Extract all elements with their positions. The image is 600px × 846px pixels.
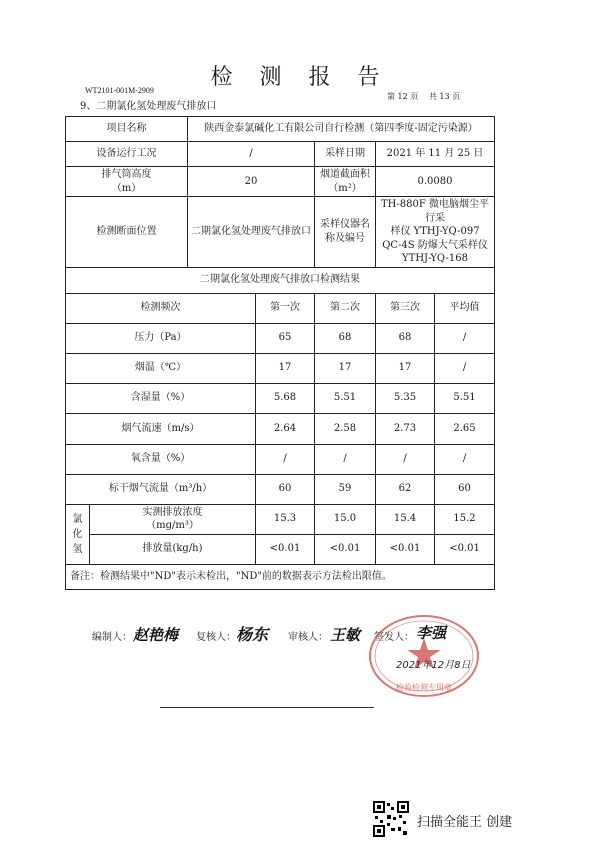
project-label: 项目名称 [66,117,188,142]
cell-value: 60 [256,474,315,504]
auditor-signature: 王敏 [330,626,361,644]
col-item-header: 检测频次 [66,293,256,323]
cell-value: 2.73 [376,413,435,444]
compiler-label: 编制人： [92,632,132,643]
section-heading: 9、二期氯化氢处理废气排放口 [80,101,217,112]
auditor-label: 审核人： [288,632,328,643]
cell-value: / [315,444,376,474]
project-row [66,117,495,142]
instrument-line-2: 样仪 YTHJ-YQ-097 [390,226,480,237]
page-info [387,91,468,102]
row-label: 含湿量（%） [66,383,256,413]
row-label: 烟气流速（m/s） [66,413,256,444]
hcl-group-text: 氯化氢 [72,513,83,555]
cell-value: 59 [315,474,376,504]
stack-height-value: 20 [188,167,315,197]
cell-average: 2.65 [435,413,495,444]
col-1-header: 第一次 [256,293,315,323]
col-avg-header: 平均值 [435,293,495,323]
cell-value: 62 [376,474,435,504]
cell-value: 2.64 [256,413,315,444]
equipment-label: 设备运行工况 [66,142,188,167]
cell-value: 17 [315,353,376,383]
cell-value: 17 [376,353,435,383]
reviewer-signature: 杨东 [236,625,269,644]
cell-value: 2.58 [315,413,376,444]
position-value: 二期氯化氢处理废气排放口 [188,197,315,268]
table-row [66,444,495,474]
col-2-header: 第二次 [315,293,376,323]
table-row [66,474,495,504]
row-label: 烟温（℃） [66,353,256,383]
hcl-rate-row [66,534,495,564]
cell-value: 17 [256,353,315,383]
row-label: 氧含量（%） [66,444,256,474]
col-3-header: 第三次 [376,293,435,323]
cell-average: <0.01 [435,534,495,564]
stack-height-label [66,167,188,197]
note-row [66,564,495,589]
cell-average: 15.2 [435,504,495,534]
project-value: 陕西金泰氯碱化工有限公司自行检测（第四季度-固定污染源） [188,117,495,142]
position-row [66,197,495,268]
cell-value: / [256,444,315,474]
hcl-conc-label [90,504,256,534]
table-row [66,353,495,383]
cell-average: 60 [435,474,495,504]
stamp-label: 检验检测专用章 [396,683,452,692]
row-label: 标干烟气流量（m³/h） [66,474,256,504]
cell-value: <0.01 [315,534,376,564]
section-area-value: 0.0080 [376,167,495,197]
equipment-value: / [188,142,315,167]
issuer-label: 签发人： [374,632,414,643]
cell-value: 15.3 [256,504,315,534]
instrument-line-1: TH-880F 微电脑烟尘平行采 [381,199,489,224]
cell-value: 68 [376,323,435,353]
results-header-row [66,293,495,323]
qr-code-icon [373,801,409,837]
cell-value: <0.01 [256,534,315,564]
hcl-conc-row [66,504,495,534]
hcl-conc-label-line2: （mg/m³） [146,520,199,531]
instrument-line-3: QC-4S 防爆大气采样仪 [382,239,488,251]
results-caption: 二期氯化氢处理废气排放口检测结果 [66,267,495,293]
issuer-signature: 李强 [416,624,447,642]
scanner-watermark: 扫描全能王 创建 [417,815,513,830]
section-area-label: 烟道截面积（m²） [315,167,376,197]
cell-average: / [435,353,495,383]
hcl-group-label [66,504,90,564]
sampling-date-label: 采样日期 [315,142,376,167]
results-caption-row [66,267,495,293]
equipment-row [66,142,495,167]
cell-average: / [435,444,495,474]
page-current: 第 12 页 [387,92,419,101]
cell-average: 5.51 [435,383,495,413]
cell-value: <0.01 [376,534,435,564]
sampling-date-value: 2021 年 11 月 25 日 [376,142,495,167]
cell-value: 68 [315,323,376,353]
row-label: 压力（Pa） [66,323,256,353]
stack-height-unit: （m） [111,182,142,194]
hcl-rate-label: 排放量(kg/h) [90,534,256,564]
divider-line [160,707,374,708]
cell-average: / [435,323,495,353]
table-row [66,383,495,413]
report-title: 检 测 报 告 [210,65,390,90]
table-row [66,323,495,353]
instrument-line-4: YTHJ-YQ-168 [402,253,468,264]
compiler-signature: 赵艳梅 [133,626,179,644]
issue-date: 2021年12月8日 [396,660,471,671]
cell-value: 65 [256,323,315,353]
stack-row [66,167,495,197]
position-label: 检测断面位置 [66,197,188,268]
cell-value: 15.0 [315,504,376,534]
page-total: 共 13 页 [428,92,461,101]
instrument-label: 采样仪器名称及编号 [315,197,376,268]
document-number: WT2101-001M-2909 [85,86,154,95]
hcl-conc-label-line1: 实测排放浓度 [142,506,203,518]
cell-value: 5.51 [315,383,376,413]
cell-value: 5.35 [376,383,435,413]
note-text: 备注：检测结果中"ND"表示未检出，"ND"前的数据表示方法检出限值。 [66,564,495,589]
cell-value: / [376,444,435,474]
report-table [65,116,495,590]
stack-height-label-text: 排气筒高度 [101,169,152,180]
instrument-value [376,197,495,268]
table-row [66,413,495,444]
cell-value: 5.68 [256,383,315,413]
cell-value: 15.4 [376,504,435,534]
reviewer-label: 复核人： [196,632,236,643]
